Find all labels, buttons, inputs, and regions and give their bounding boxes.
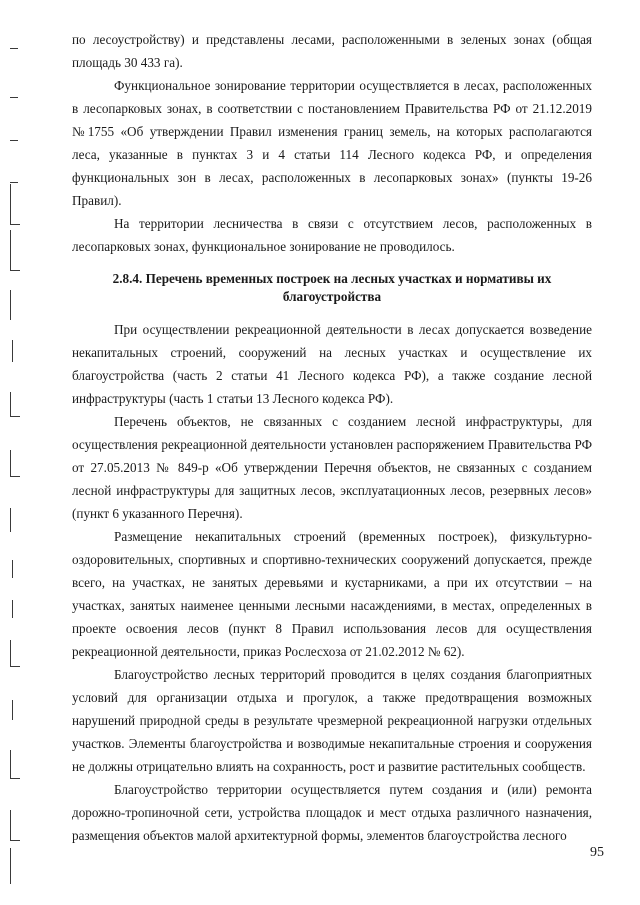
edge-mark bbox=[10, 848, 11, 884]
binding-edge-marks bbox=[0, 0, 40, 905]
edge-mark bbox=[10, 97, 18, 98]
section-heading: 2.8.4. Перечень временных построек на лесных участках и нормативы их благоустройства bbox=[112, 271, 552, 304]
edge-mark bbox=[10, 666, 20, 667]
paragraph: Благоустройство лесных территорий проводится в целях создания благоприятных условий для организации отдыха и прогулок, а также предотвращения возможных нарушений природной среды в результате чрезмерной рекреационной нагрузки отдельных участков. Элементы благоустройства и возводимые некапитальные строения и сооружения не должны отрицательно влиять на сохранность, рост и развитие растительных сообществ. bbox=[72, 667, 592, 774]
edge-mark bbox=[10, 450, 11, 476]
edge-mark bbox=[10, 270, 20, 271]
edge-mark bbox=[10, 508, 11, 532]
edge-mark bbox=[12, 560, 13, 578]
edge-mark bbox=[10, 640, 11, 666]
edge-mark bbox=[10, 778, 20, 779]
page-number: 95 bbox=[590, 845, 604, 860]
edge-mark bbox=[10, 140, 18, 141]
edge-mark bbox=[10, 840, 20, 841]
edge-mark bbox=[10, 48, 18, 49]
edge-mark bbox=[10, 230, 11, 270]
edge-mark bbox=[10, 476, 20, 477]
edge-mark bbox=[12, 600, 13, 618]
edge-mark bbox=[10, 290, 11, 320]
edge-mark bbox=[10, 224, 20, 225]
paragraph: Функциональное зонирование территории осуществляется в лесах, расположенных в лесопарковых зонах, в соответствии с постановлением Правительства РФ от 21.12.2019 №1755 «Об утверждении Правил изменения границ земель, на которых располагаются леса, указанные в пунктах 3 и 4 статьи 114 Лесного кодекса РФ, и определения функциональных зон в лесах, расположенных в лесопарковых зонах» (пункты 19-26 Правил). bbox=[72, 78, 592, 208]
paragraph: по лесоустройству) и представлены лесами, расположенными в зеленых зонах (общая площадь 30 433 га). bbox=[72, 32, 592, 70]
paragraph: На территории лесничества в связи с отсутствием лесов, расположенных в лесопарковых зонах, функциональное зонирование не проводилось. bbox=[72, 216, 592, 254]
document-body bbox=[72, 28, 592, 847]
edge-mark bbox=[10, 810, 11, 840]
paragraph: Благоустройство территории осуществляется путем создания и (или) ремонта дорожно-тропиночной сети, устройства площадок и мест отдыха различного назначения, размещения объектов малой архитектурной формы, элементов благоустройства лесного bbox=[72, 782, 592, 843]
edge-mark bbox=[12, 340, 13, 362]
edge-mark bbox=[10, 392, 11, 416]
paragraph: Размещение некапитальных строений (временных построек), физкультурно-оздоровительных, спортивных и спортивно-технических сооружений допускается, прежде всего, на участках, не занятых деревьями и кустарниками, а при их отсутствии – на участках, занятых наименее ценными лесными насаждениями, в местах, определенных в проекте освоения лесов (пункт 8 Правил использования лесов для осуществления рекреационной деятельности, приказ Рослесхоза от 21.02.2012 № 62). bbox=[72, 529, 592, 659]
edge-mark bbox=[10, 182, 18, 183]
edge-mark bbox=[10, 750, 11, 778]
paragraph: Перечень объектов, не связанных с созданием лесной инфраструктуры, для осуществления рекреационной деятельности установлен распоряжением Правительства РФ от 27.05.2013 № 849-р «Об утверждении Перечня объектов, не связанных с созданием лесной инфраструктуры для защитных лесов, эксплуатационных лесов, резервных лесов» (пункт 6 указанного Перечня). bbox=[72, 414, 592, 521]
edge-mark bbox=[10, 416, 20, 417]
edge-mark bbox=[10, 184, 11, 224]
paragraph: При осуществлении рекреационной деятельности в лесах допускается возведение некапитальных строений, сооружений на лесных участках и осуществление их благоустройства (часть 2 статьи 41 Лесного кодекса РФ), а также создание лесной инфраструктуры (часть 1 статьи 13 Лесного кодекса РФ). bbox=[72, 322, 592, 406]
edge-mark bbox=[12, 700, 13, 720]
